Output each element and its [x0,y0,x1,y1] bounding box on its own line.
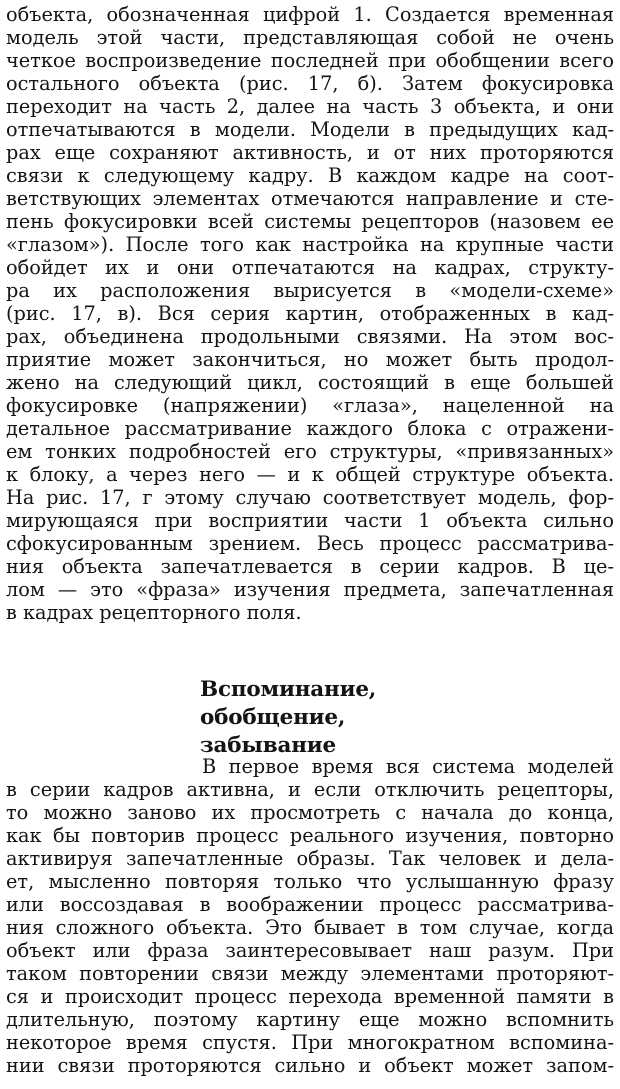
text-line: рах еще сохраняют активность, и от них проторяются [6,141,614,164]
text-line: В первое время вся система моделей [202,755,614,778]
text-line: лом — это «фраза» изучения предмета, запечатленная [6,578,614,601]
text-line: пень фокусировки всей системы рецепторов (назовем ее [6,210,614,233]
section-heading [200,676,460,760]
text-line: длительную, поэтому картину еще можно вспомнить [6,1008,614,1031]
text-line: связи к следующему кадру. В каждом кадре на соот- [6,164,614,187]
text-line: фокусировке (напряжении) «глаза», нацеленной на [6,394,614,417]
text-line: некоторое время спустя. При многократном вспомина- [6,1031,614,1054]
text-line: жено на следующий цикл, состоящий в еще большей [6,371,614,394]
text-line: ния объекта запечатлевается в серии кадров. В це- [6,555,614,578]
text-line: сфокусированным зрением. Весь процесс рассматрива- [6,532,614,555]
text-line: «глазом»). После того как настройка на крупные части [6,233,614,256]
text-line: рах, объединена продольными связями. На этом вос- [6,325,614,348]
text-line: детальное рассматривание каждого блока с отражени- [6,417,614,440]
body-paragraph-2 [6,755,614,1077]
text-line: остального объекта (рис. 17, б). Затем фокусировка [6,72,614,95]
text-line: как бы повторив процесс реального изучения, повторно [6,824,614,847]
text-line: отпечатываются в модели. Модели в предыдущих кад- [6,118,614,141]
text-line: объект или фраза заинтересовывает наш разум. При [6,939,614,962]
text-line: обойдет их и они отпечатаются на кадрах, структу- [6,256,614,279]
text-line: модель этой части, представляющая собой не очень [6,26,614,49]
text-line: нии связи проторяются сильно и объект может запом- [6,1054,614,1077]
heading-line: Вспоминание, [200,677,377,702]
text-line: таком повторении связи между элементами проторяют- [6,962,614,985]
text-line: то можно заново их просмотреть с начала до конца, [6,801,614,824]
text-line: приятие может закончиться, но может быть продол- [6,348,614,371]
text-line: в серии кадров активна, и если отключить рецепторы, [6,778,614,801]
heading-line: обобщение, забывание [200,705,346,758]
text-line: (рис. 17, в). Вся серия картин, отображенных в кад- [6,302,614,325]
text-line: ем тонких подробностей его структуры, «привязанных» [6,440,614,463]
text-line: На рис. 17, г этому случаю соответствует модель, фор- [6,486,614,509]
text-line: активируя запечатленные образы. Так человек и дела- [6,847,614,870]
text-line: мирующаяся при восприятии части 1 объекта сильно [6,509,614,532]
text-line: ния сложного объекта. Это бывает в том случае, когда [6,916,614,939]
text-line: к блоку, а через него — и к общей структуре объекта. [6,463,614,486]
text-line: или воссоздавая в воображении процесс рассматрива- [6,893,614,916]
text-line: объекта, обозначенная цифрой 1. Создается временная [6,3,614,26]
body-paragraph-1 [6,3,614,624]
text-line: ветствующих элементах отмечаются направление и сте- [6,187,614,210]
text-line: четкое воспроизведение последней при обобщении всего [6,49,614,72]
text-line: переходит на часть 2, далее на часть 3 объекта, и они [6,95,614,118]
text-line: ет, мысленно повторяя только что услышанную фразу [6,870,614,893]
text-line: ра их расположения вырисуется в «модели-схеме» [6,279,614,302]
text-line: в кадрах рецепторного поля. [6,601,302,624]
text-line: ся и происходит процесс перехода временной памяти в [6,985,614,1008]
